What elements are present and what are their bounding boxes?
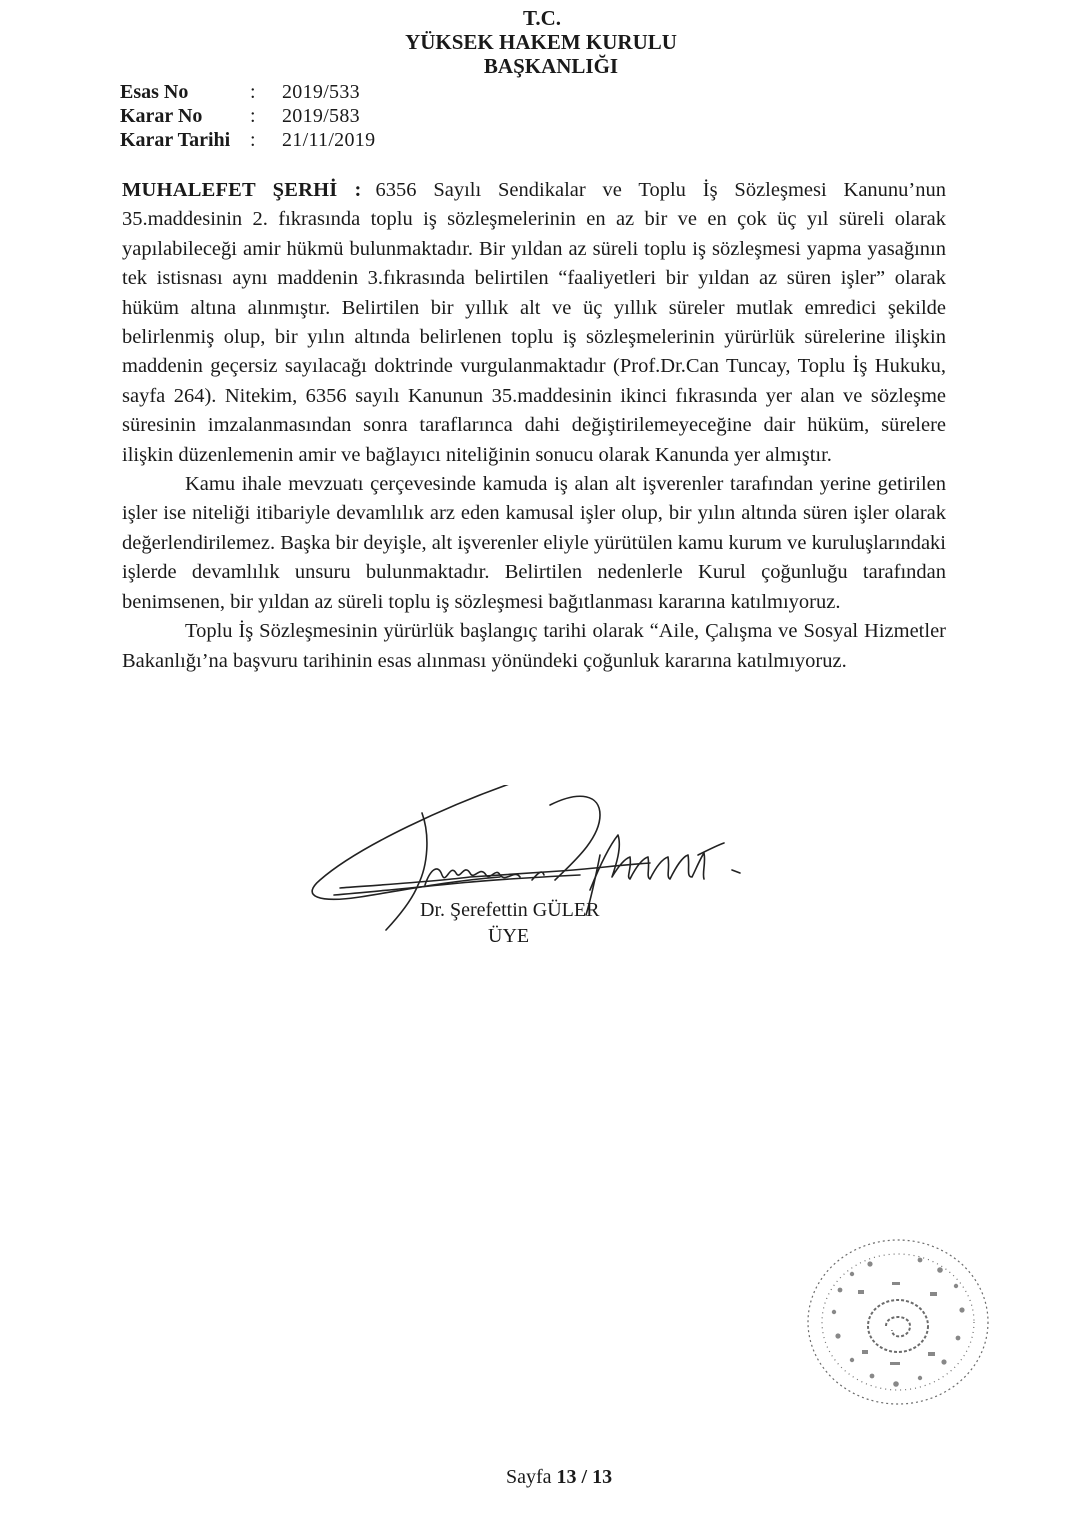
case-number-value: 2019/533 (282, 81, 360, 103)
signature-block (300, 785, 760, 985)
case-number-label: Esas No (120, 81, 189, 103)
signatory-name: Dr. Şerefettin GÜLER (420, 899, 600, 921)
dissent-label: MUHALEFET ŞERHİ : (122, 179, 362, 201)
decision-date-colon: : (250, 129, 256, 151)
decision-date-value: 21/11/2019 (282, 129, 376, 151)
header-country: T.C. (522, 6, 562, 30)
dissent-paragraph-3: Toplu İş Sözleşmesinin yürürlük başlangıç tarihi olarak “Aile, Çalışma ve Sosyal Hizmetler Bakanlığı’na başvuru tarihinin esas alınması yönündeki çoğunluk kararına katılmıyoruz. (122, 620, 946, 672)
case-metadata (120, 80, 375, 152)
decision-number-colon: : (250, 105, 256, 127)
header-office: BAŞKANLIĞI (483, 54, 619, 78)
document-header (0, 6, 1080, 78)
decision-number-label: Karar No (120, 105, 203, 127)
header-institution: YÜKSEK HAKEM KURULU (405, 30, 677, 54)
case-number-row (120, 80, 375, 104)
decision-date-row (120, 128, 375, 152)
decision-number-value: 2019/583 (282, 105, 360, 127)
signatory-title: ÜYE (488, 925, 530, 947)
page-footer (506, 1465, 612, 1489)
decision-number-row (120, 104, 375, 128)
decision-date-label: Karar Tarihi (120, 129, 231, 151)
official-seal-stamp (800, 1230, 996, 1410)
dissent-paragraph-2: Kamu ihale mevzuatı çerçevesinde kamuda iş alan alt işverenler tarafından yerine getirilen işler ise niteliği itibariyle devamlılık arz eden kamusal işler olup, bir yılın altında süren işler olarak değerlendirilemez. Başka bir deyişle, alt işverenler eliyle yürütülen kamu kurum ve kuruluşlarındaki işlerde devamlılık unsuru bulunmaktadır. Belirtilen nedenlerle Kurul çoğunluğu tarafından benimsenen, bir yıldan az süreli toplu iş sözleşmesi bağıtlanması kararına katılmıyoruz. (122, 473, 946, 613)
page-number: 13 / 13 (556, 1466, 613, 1488)
dissent-paragraph-1-text: 6356 Sayılı Sendikalar ve Toplu İş Sözleşmesi Kanunu’nun 35.maddesinin 2. fıkrasında toplu iş sözleşmelerinin en az bir ve en çok üç yıl süreli olarak yapılabileceği amir hükmü bulunmaktadır. Bir yıldan az süreli toplu iş sözleşmesi yapma yasağının tek istisnası aynı maddenin 3.fıkrasında belirtilen “faaliyetleri bir yıldan az süren işler” olarak hüküm altına alınmıştır. Belirtilen bir yıllık alt ve üç yıllık süreler mutlak emredici şekilde belirlenmiş olup, bir yılın altında belirlenen toplu iş sözleşmelerinin yürürlük sürelerine ilişkin maddenin geçersiz sayılacağı doktrinde vurgulanmaktadır (Prof.Dr.Can Tuncay, Toplu İş Hukuku, sayfa 264). Nitekim, 6356 sayılı Kanunun 35.maddesinin ikinci fıkrasında yer alan ve sözleşme süresinin imzalanmasından sonra taraflarınca dahi değiştirilemeyeceğine dair hüküm, sürelere ilişkin düzenlemenin amir ve bağlayıcı niteliğinin sonucu olarak Kanunda yer almıştır. (122, 179, 946, 466)
dissent-body (122, 176, 946, 676)
page-label: Sayfa (506, 1466, 552, 1488)
case-number-colon: : (250, 81, 256, 103)
dissent-paragraph-1 (122, 176, 946, 470)
